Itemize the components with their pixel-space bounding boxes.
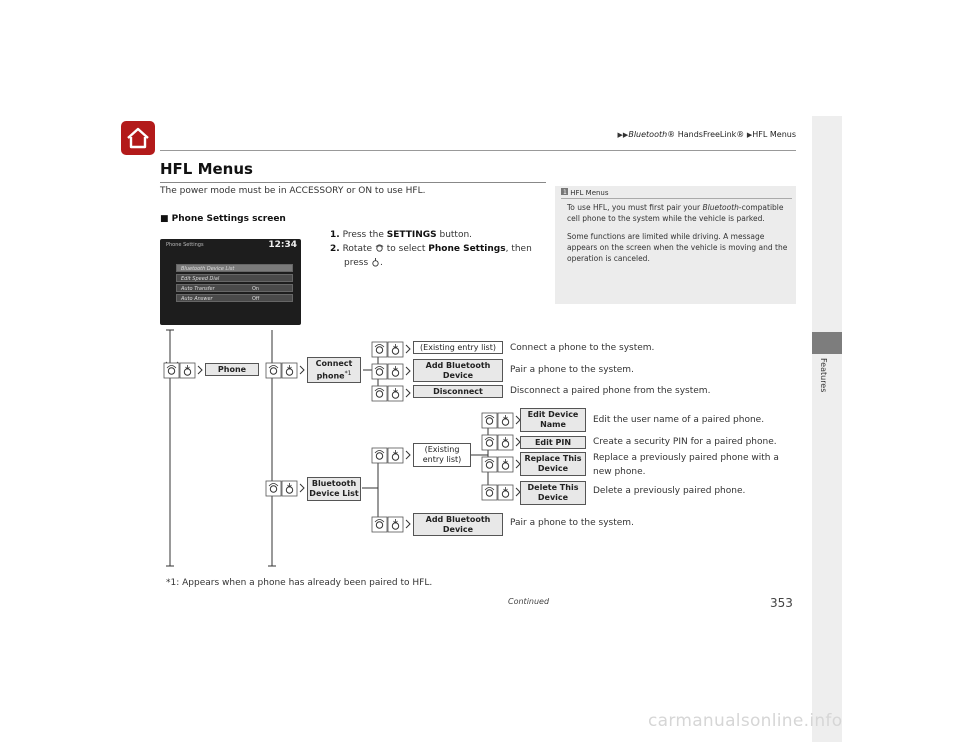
note-title: 1 HFL Menus [563, 189, 609, 197]
disconnect-description: Disconnect a paired phone from the system. [510, 386, 711, 396]
bluetooth-device-list-box: Bluetooth Device List [307, 477, 361, 501]
pair-description-2: Pair a phone to the system. [510, 518, 634, 528]
screen-row: Auto Transfer On [176, 284, 293, 292]
dial-rotate-icon [482, 435, 497, 450]
dial-rotate-icon [164, 363, 179, 378]
delete-description: Delete a previously paired phone. [593, 486, 746, 496]
dial-press-icon [388, 517, 403, 532]
arrow-icon [300, 366, 304, 374]
replace-description-line1: Replace a previously paired phone with a [593, 453, 779, 463]
phone-menu-box: Phone [205, 363, 259, 376]
dial-rotate-icon [482, 457, 497, 472]
arrow-icon [406, 451, 410, 459]
note-body: To use HFL, you must first pair your Bluetooth-compatible cell phone to the system while the vehicle is parked. Some functions are limited while driving. A message appears on the screen when the vehicle is moving and the operation is canceled. [567, 203, 788, 263]
page-title: HFL Menus [160, 160, 253, 178]
step-1: 1. Press the SETTINGS button. [330, 230, 473, 240]
edit-device-name-box: Edit Device Name [520, 408, 586, 432]
dial-rotate-icon [266, 481, 281, 496]
intro-text: The power mode must be in ACCESSORY or ON to use HFL. [160, 186, 426, 196]
step-2: 2. Rotate to select Phone Settings, then [330, 244, 532, 254]
add-bluetooth-device-box: Add Bluetooth Device [413, 359, 503, 382]
arrow-icon [198, 366, 202, 374]
edit-pin-box: Edit PIN [520, 436, 586, 449]
edit-device-name-description: Edit the user name of a paired phone. [593, 415, 765, 425]
dial-press-icon [388, 386, 403, 401]
step-2-cont: press . [344, 258, 383, 268]
dial-press-icon [388, 364, 403, 379]
screen-header: Phone Settings [166, 242, 204, 248]
screen-row: Auto Answer Off [176, 294, 293, 302]
side-tab-label: Features [819, 358, 828, 393]
dial-press-icon [388, 342, 403, 357]
dial-press-icon [180, 363, 195, 378]
disconnect-box: Disconnect [413, 385, 503, 398]
existing-entry-list-box: (Existing entry list) [413, 341, 503, 354]
screen-clock: 12:34 [268, 240, 297, 250]
replace-device-box: Replace This Device [520, 452, 586, 476]
dial-rotate-icon [482, 413, 497, 428]
dial-press-icon [282, 363, 297, 378]
connect-phone-box: Connect phone$^{*1}$ [307, 357, 361, 383]
dial-rotate-icon [372, 386, 387, 401]
connect-description: Connect a phone to the system. [510, 343, 655, 353]
arrow-icon [406, 520, 410, 528]
dial-press-icon [498, 413, 513, 428]
page-number: 353 [770, 596, 793, 610]
dial-press-icon [388, 448, 403, 463]
dial-rotate-icon [482, 485, 497, 500]
dial-rotate-icon [372, 448, 387, 463]
existing-entry-list-box-2: (Existing entry list) [413, 443, 471, 467]
dial-press-icon [498, 457, 513, 472]
svg-text:1: 1 [563, 189, 567, 195]
arrow-icon [406, 389, 410, 397]
pair-description: Pair a phone to the system. [510, 365, 634, 375]
dial-press-icon [498, 435, 513, 450]
dial-press-icon [282, 481, 297, 496]
arrow-icon [406, 367, 410, 375]
delete-device-box: Delete This Device [520, 481, 586, 505]
dial-press-icon [498, 485, 513, 500]
dial-rotate-icon [372, 342, 387, 357]
arrow-icon [300, 484, 304, 492]
dial-rotate-icon [372, 364, 387, 379]
add-bluetooth-device-box-2: Add Bluetooth Device [413, 513, 503, 536]
arrow-icon [406, 345, 410, 353]
breadcrumb: ▶▶Bluetooth® HandsFreeLink® ▶HFL Menus [617, 130, 796, 139]
watermark: carmanualsonline.info [648, 711, 843, 731]
edit-pin-description: Create a security PIN for a paired phone. [593, 437, 777, 447]
dial-rotate-icon [372, 517, 387, 532]
dial-rotate-icon [266, 363, 281, 378]
section-heading: ■ Phone Settings screen [160, 214, 286, 224]
screen-row: Bluetooth Device List [176, 264, 293, 272]
footnote: *1: Appears when a phone has already been paired to HFL. [166, 578, 433, 588]
replace-description-line2: new phone. [593, 467, 646, 477]
screen-row: Edit Speed Dial [176, 274, 293, 282]
continued-label: Continued [508, 597, 550, 606]
